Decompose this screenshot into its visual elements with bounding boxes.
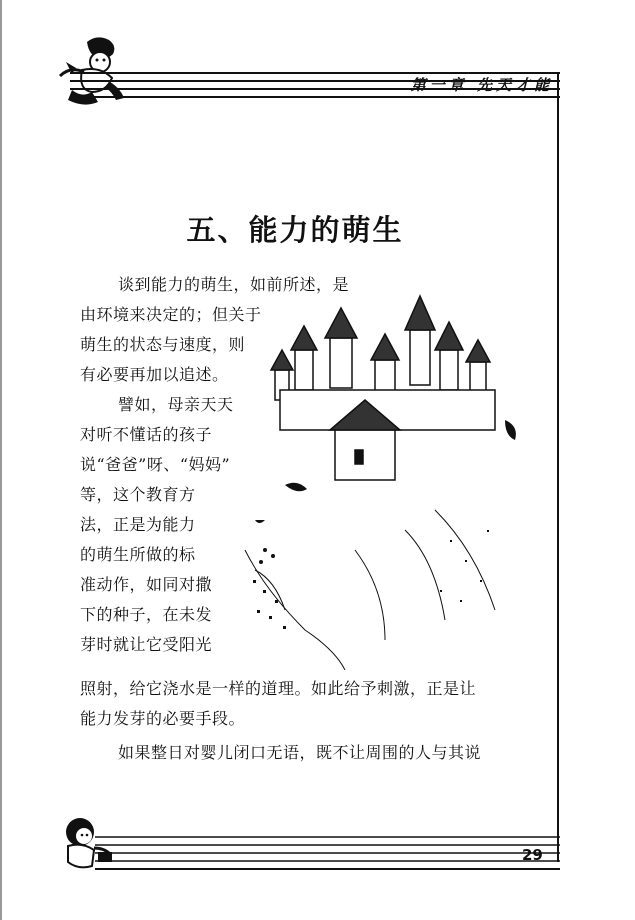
- body-line: 如果整日对婴儿闭口无语，既不让周围的人与其说: [118, 743, 482, 762]
- body-line: 照射，给它浇水是一样的道理。如此给予刺激，正是让: [80, 679, 477, 698]
- body-line: 说“爸爸”呀、“妈妈”: [80, 455, 231, 474]
- page-number: 29: [522, 846, 543, 864]
- body-line: 萌生的状态与速度，则: [80, 335, 246, 354]
- body-line: 芽时就让它受阳光: [80, 635, 213, 654]
- body-line: 由环境来决定的；但关于: [80, 305, 262, 324]
- section-title: 五、能力的萌生: [186, 213, 404, 247]
- page-edge: [0, 0, 2, 920]
- body-line: 譬如，母亲天天: [118, 395, 234, 414]
- body-line: 法，正是为能力: [80, 515, 196, 534]
- body-line: 准动作，如同对撒: [80, 575, 213, 594]
- body-line: 能力发芽的必要手段。: [80, 709, 246, 728]
- body-line: 等，这个教育方: [80, 485, 196, 504]
- body-line: 下的种子，在未发: [80, 605, 213, 624]
- chapter-title: 第一章 先天才能: [410, 76, 553, 94]
- body-line: 有必要再加以追述。: [80, 365, 229, 384]
- body-line: 谈到能力的萌生，如前所述，是: [118, 275, 350, 294]
- castle-face-illustration: [235, 290, 525, 670]
- body-line: 对听不懂话的孩子: [80, 425, 213, 444]
- footer-rules: [95, 833, 560, 873]
- body-line: 的萌生所做的标: [80, 545, 196, 564]
- right-margin-rule: [557, 72, 559, 862]
